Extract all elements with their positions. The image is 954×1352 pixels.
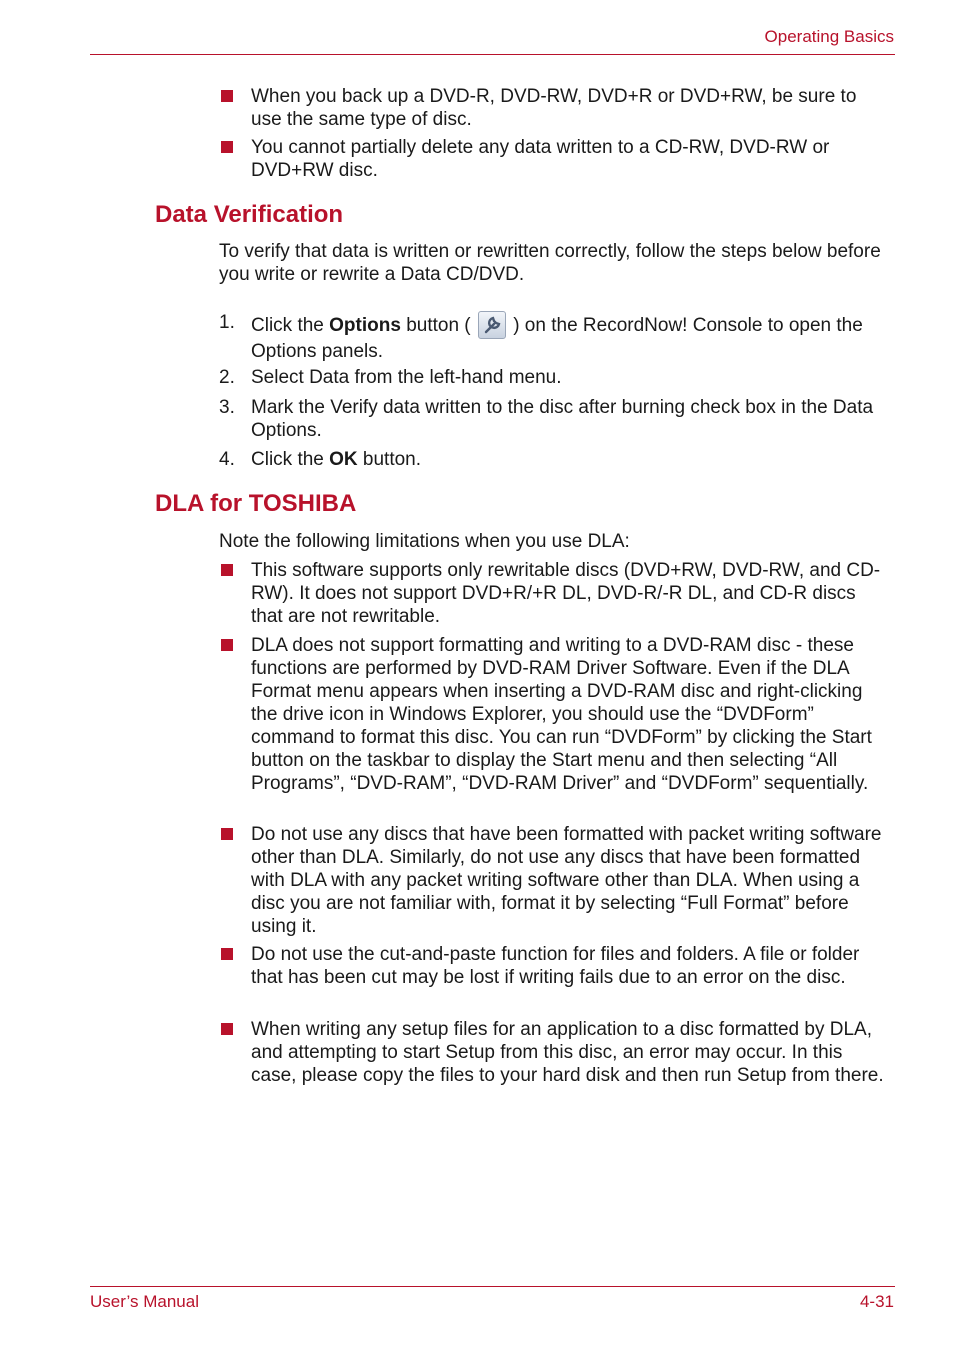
footer-rule: [90, 1286, 895, 1287]
footer-title: User’s Manual: [90, 1292, 199, 1311]
list-item: This software supports only rewritable discs (DVD+RW, DVD-RW, and CD-RW). It does not support DVD+R/+R DL, DVD-R/-R DL, and CD-R discs that are not rewritable.: [221, 559, 891, 628]
list-item: When writing any setup files for an application to a disc formatted by DLA, and attempting to start Setup from this disc, an error may occur. In this case, please copy the files to your hard disk and then run Setup from there.: [221, 1018, 891, 1087]
list-item: DLA does not support formatting and writing to a DVD-RAM disc - these functions are performed by DVD-RAM Driver Software. Even if the DLA Format menu appears when inserting a DVD-RAM disc and right-clicking the drive icon in Windows Explorer, you should use the “DVDForm” command to format this disc. You can run “DVDForm” by clicking the Start button on the taskbar to display the Start menu and then selecting “All Programs”, “DVD-RAM”, “DVD-RAM Driver” and “DVDForm” sequentially.: [221, 634, 891, 795]
list-item: You cannot partially delete any data written to a CD-RW, DVD-RW or DVD+RW disc.: [221, 136, 891, 182]
page-number: 4-31: [859, 1292, 894, 1311]
section-intro: To verify that data is written or rewritten correctly, follow the steps below before you write or rewrite a Data CD/DVD.: [219, 241, 881, 285]
step-item: 3. Mark the Verify data written to the disc after burning check box in the Data Options.: [219, 397, 874, 441]
list-item: Do not use the cut-and-paste function for files and folders. A file or folder that has been cut may be lost if writing fails due to an error on the disc.: [221, 943, 891, 989]
bullet-icon: [221, 90, 233, 102]
bullet-icon: [221, 1023, 233, 1035]
bullet-icon: [221, 564, 233, 576]
list-item: Do not use any discs that have been formatted with packet writing software other than DLA. Similarly, do not use any discs that have been formatted with DLA with any packet writing software other than DLA. When using a disc you are not familiar with, format it by selecting “Full Format” before using it.: [221, 823, 891, 938]
bullet-icon: [221, 828, 233, 840]
step-item: 4. Click the OK button.: [219, 449, 422, 470]
section-title: DLA for TOSHIBA: [155, 490, 357, 517]
step-item: 1. Click the Options button ( ) on the RecordNow! Console to open the Options panels.: [219, 312, 863, 362]
section-intro: Note the following limitations when you use DLA:: [219, 531, 630, 552]
header-rule: [90, 54, 895, 55]
bullet-icon: [221, 141, 233, 153]
list-item: When you back up a DVD-R, DVD-RW, DVD+R or DVD+RW, be sure to use the same type of disc.: [221, 85, 891, 131]
step-item: 2. Select Data from the left-hand menu.: [219, 367, 562, 388]
bullet-icon: [221, 639, 233, 651]
wrench-icon: [478, 311, 506, 339]
bullet-icon: [221, 948, 233, 960]
section-title: Data Verification: [155, 201, 344, 228]
running-header: Operating Basics: [764, 27, 894, 46]
